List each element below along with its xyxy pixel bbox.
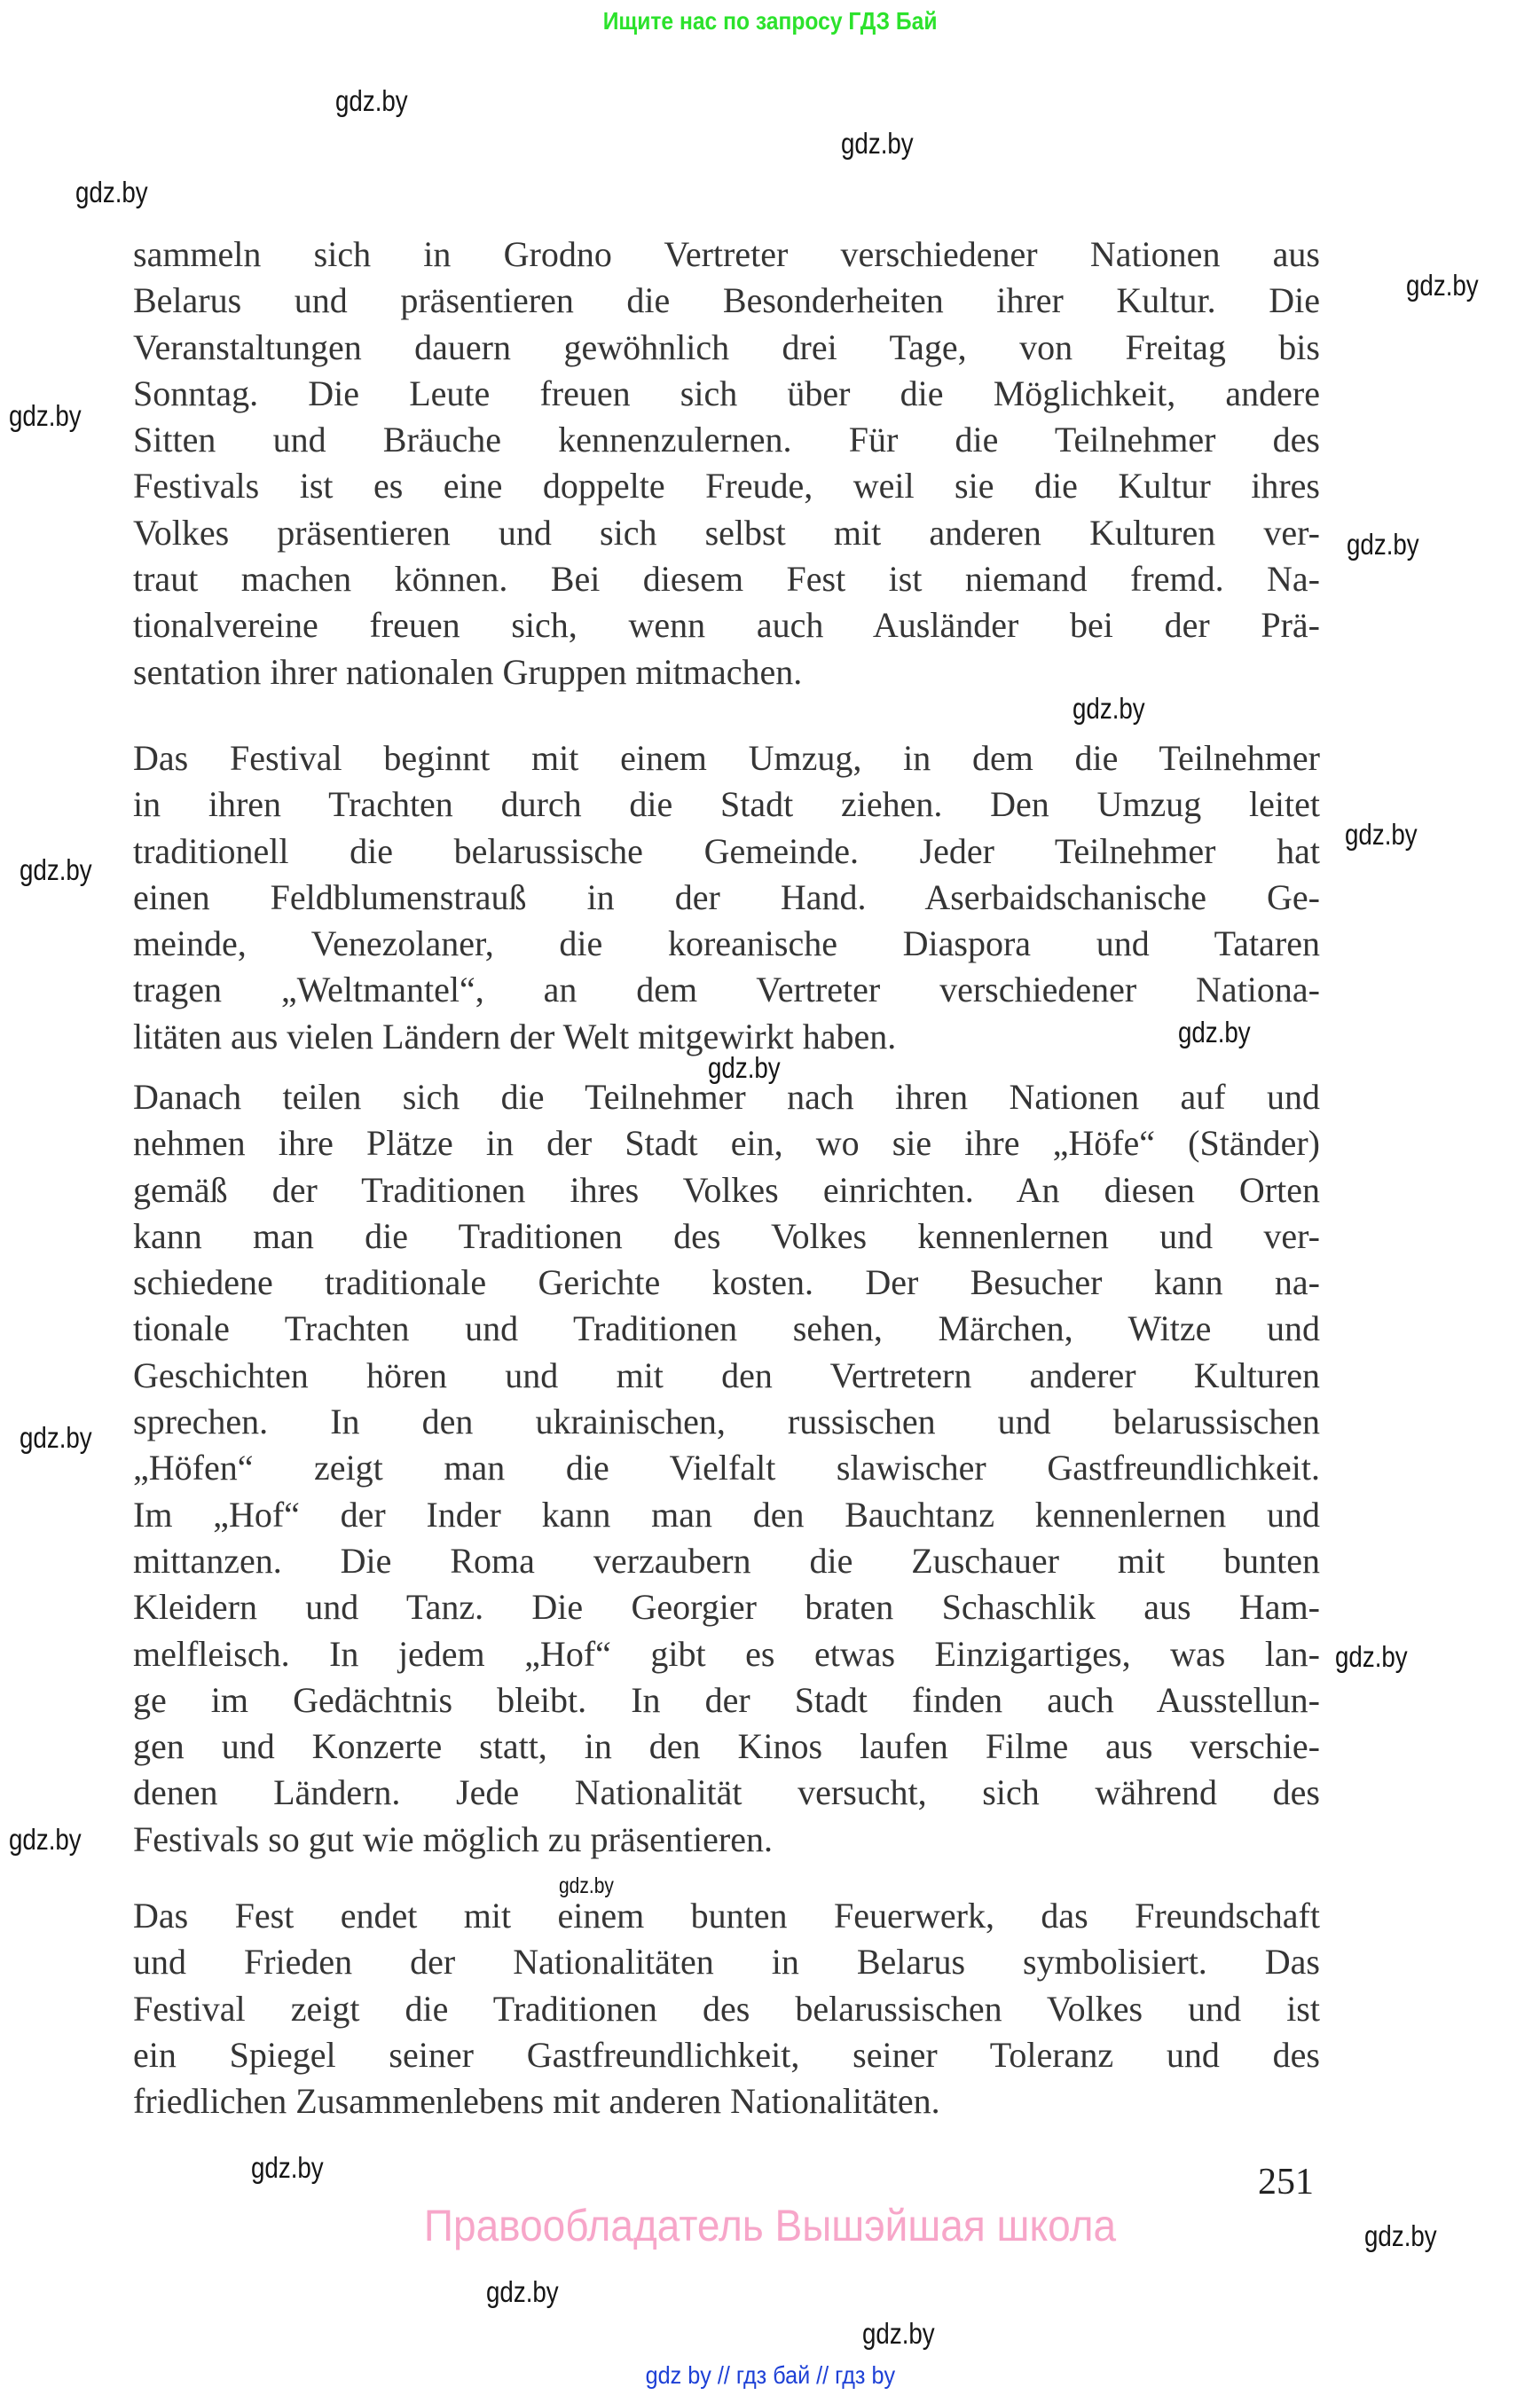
text-line: denen Ländern. Jede Nationalität versucht, sich während des: [133, 1772, 1320, 1813]
page-number: 251: [1258, 2162, 1314, 2203]
footer-links[interactable]: gdz by // гдз бай // гдз by: [645, 2361, 895, 2389]
text-line: gen und Konzerte statt, in den Kinos laufen Filme aus verschie-: [133, 1726, 1320, 1767]
text-line: tragen „Weltmantel“, an dem Vertreter verschiedener Nationa-: [133, 970, 1320, 1010]
text-line: mittanzen. Die Roma verzaubern die Zuschauer mit bunten: [133, 1540, 1320, 1581]
watermark-gdz-by: gdz.by: [9, 399, 82, 432]
watermark-gdz-by: gdz.by: [1178, 1016, 1251, 1048]
watermark-gdz-by: gdz.by: [75, 176, 148, 208]
text-line: sprechen. In den ukrainischen, russischen und belarussischen: [133, 1402, 1320, 1442]
watermark-gdz-by: gdz.by: [1335, 1640, 1408, 1673]
text-line: Volkes präsentieren und sich selbst mit anderen Kulturen ver-: [133, 512, 1320, 553]
publisher-note-text: Правообладатель Вышэйшая школа: [423, 2201, 1117, 2250]
text-line: tionalvereine freuen sich, wenn auch Ausländer bei der Prä-: [133, 605, 1320, 646]
text-line: Festivals ist es eine doppelte Freude, weil sie die Kultur ihres: [133, 466, 1320, 507]
watermark-gdz-by: gdz.by: [335, 84, 408, 117]
footer-links-row: [0, 2361, 1540, 2390]
text-line: Belarus und präsentieren die Besonderheiten ihrer Kultur. Die: [133, 280, 1320, 321]
watermark-gdz-by: gdz.by: [1364, 2219, 1437, 2252]
text-line: Geschichten hören und mit den Vertretern anderer Kulturen: [133, 1355, 1320, 1395]
paragraph-3: [133, 1074, 1320, 1863]
text-line: Sitten und Bräuche kennenzulernen. Für die Teilnehmer des: [133, 420, 1320, 460]
text-line: litäten aus vielen Ländern der Welt mitgewirkt haben.: [133, 1016, 897, 1056]
watermark-gdz-by: gdz.by: [251, 2151, 324, 2184]
text-line: Festivals so gut wie möglich zu präsentieren.: [133, 1818, 773, 1859]
text-line: Im „Hof“ der Inder kann man den Bauchtanz kennenlernen und: [133, 1494, 1320, 1535]
paragraph-1: [133, 232, 1320, 695]
text-line: sammeln sich in Grodno Vertreter verschiedener Nationen aus: [133, 234, 1320, 274]
text-line: schiedene traditionale Gerichte kosten. Der Besucher kann na-: [133, 1262, 1320, 1303]
watermark-gdz-by: gdz.by: [708, 1051, 781, 1084]
text-line: „Höfen“ zeigt man die Vielfalt slawischer Gastfreundlichkeit.: [133, 1448, 1320, 1488]
text-line: ein Spiegel seiner Gastfreundlichkeit, seiner Toleranz und des: [133, 2034, 1320, 2075]
text-line: nehmen ihre Plätze in der Stadt ein, wo sie ihre „Höfe“ (Ständer): [133, 1123, 1320, 1164]
text-line: Das Festival beginnt mit einem Umzug, in dem die Teilnehmer: [133, 738, 1320, 778]
paragraph-2: [133, 735, 1320, 1060]
text-line: Das Fest endet mit einem bunten Feuerwerk, das Freundschaft: [133, 1896, 1320, 1936]
text-line: Sonntag. Die Leute freuen sich über die Möglichkeit, andere: [133, 373, 1320, 413]
text-line: in ihren Trachten durch die Stadt ziehen. Den Umzug leitet: [133, 784, 1320, 825]
header-note-text: Ищите нас по запросу ГДЗ Бай: [602, 7, 938, 35]
publisher-note: [0, 2200, 1540, 2251]
text-line: kann man die Traditionen des Volkes kennenlernen und ver-: [133, 1215, 1320, 1256]
watermark-gdz-by: gdz.by: [1347, 528, 1419, 561]
text-line: einen Feldblumenstrauß in der Hand. Aserbaidschanische Ge-: [133, 876, 1320, 917]
text-line: tionale Trachten und Traditionen sehen, Märchen, Witze und: [133, 1308, 1320, 1349]
text-line: melfleisch. In jedem „Hof“ gibt es etwas Einzigartiges, was lan-: [133, 1633, 1320, 1674]
watermark-gdz-by: gdz.by: [20, 853, 92, 886]
paragraph-4: [133, 1893, 1320, 2124]
watermark-gdz-by: gdz.by: [1345, 818, 1418, 851]
text-line: sentation ihrer nationalen Gruppen mitmachen.: [133, 651, 803, 692]
text-line: meinde, Venezolaner, die koreanische Diaspora und Tataren: [133, 923, 1320, 964]
text-line: ge im Gedächtnis bleibt. In der Stadt finden auch Ausstellun-: [133, 1679, 1320, 1720]
watermark-gdz-by: gdz.by: [20, 1421, 92, 1454]
watermark-gdz-by: gdz.by: [486, 2275, 559, 2308]
text-line: traditionell die belarussische Gemeinde. Jeder Teilnehmer hat: [133, 830, 1320, 871]
watermark-gdz-by: gdz.by: [841, 127, 914, 160]
text-line: Kleidern und Tanz. Die Georgier braten Schaschlik aus Ham-: [133, 1587, 1320, 1628]
watermark-gdz-by: gdz.by: [9, 1823, 82, 1856]
text-line: traut machen können. Bei diesem Fest ist niemand fremd. Na-: [133, 559, 1320, 600]
watermark-gdz-by: gdz.by: [1072, 692, 1145, 725]
text-line: friedlichen Zusammenlebens mit anderen Nationalitäten.: [133, 2081, 940, 2122]
watermark-gdz-by: gdz.by: [559, 1873, 614, 1898]
header-note: [0, 7, 1540, 35]
text-line: Veranstaltungen dauern gewöhnlich drei Tage, von Freitag bis: [133, 326, 1320, 367]
text-line: und Frieden der Nationalitäten in Belarus symbolisiert. Das: [133, 1942, 1320, 1983]
watermark-gdz-by: gdz.by: [862, 2317, 935, 2350]
text-line: Festival zeigt die Traditionen des belarussischen Volkes und ist: [133, 1988, 1320, 2029]
text-line: Danach teilen sich die Teilnehmer nach ihren Nationen auf und: [133, 1077, 1320, 1117]
text-line: gemäß der Traditionen ihres Volkes einrichten. An diesen Orten: [133, 1169, 1320, 1210]
watermark-gdz-by: gdz.by: [1406, 269, 1479, 302]
